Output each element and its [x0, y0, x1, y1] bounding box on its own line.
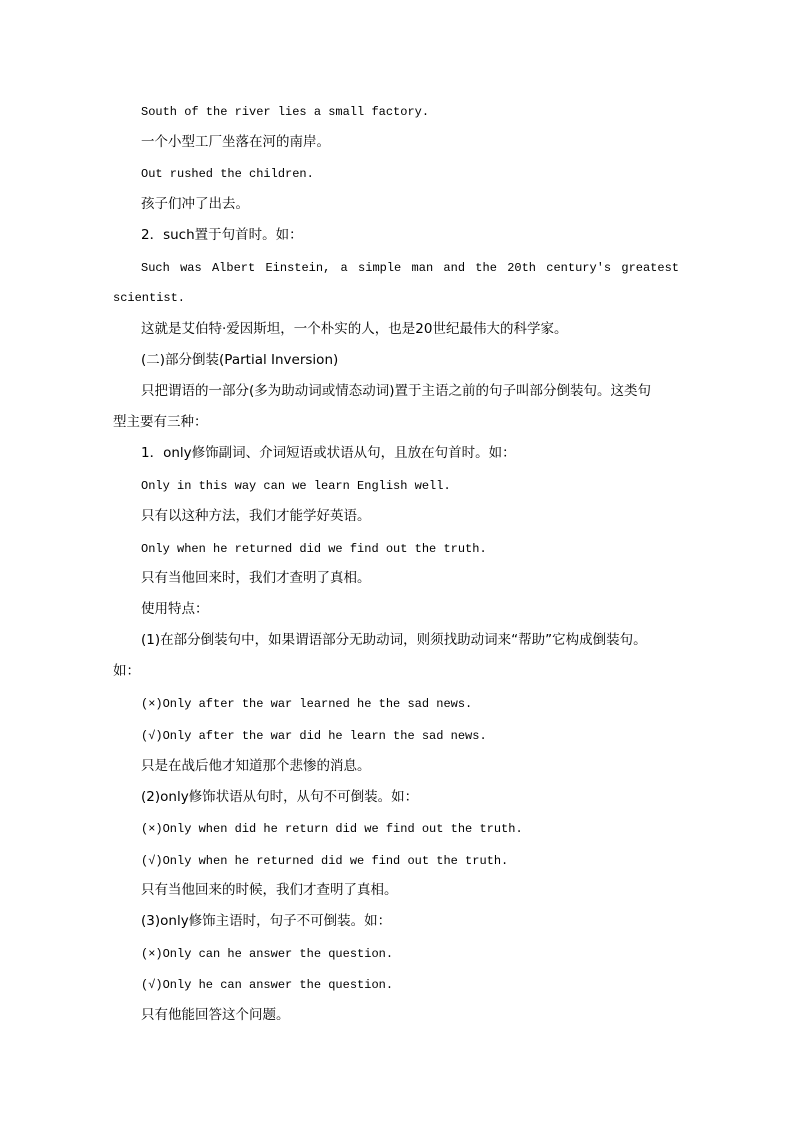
rule-heading: 2．such置于句首时。如：	[141, 227, 303, 243]
example-translation-zh: 只是在战后他才知道那个悲惨的消息。	[141, 758, 371, 774]
wrong-example: (×)Only after the war learned he the sad news.	[141, 697, 473, 711]
rule-heading: 1．only修饰副词、介词短语或状语从句，且放在句首时。如：	[141, 445, 516, 461]
example-sentence-en: Only in this way can we learn English well.	[141, 479, 451, 493]
correct-example: (√)Only after the war did he learn the sad news.	[141, 729, 487, 743]
example-sentence-en-continued: scientist.	[113, 291, 186, 305]
example-translation-zh: 这就是艾伯特·爱因斯坦，一个朴实的人，也是20世纪最伟大的科学家。	[141, 321, 568, 337]
usage-point: (2)only修饰状语从句时，从句不可倒装。如：	[141, 789, 419, 805]
wrong-example: (×)Only when did he return did we find out the truth.	[141, 822, 523, 836]
example-sentence-en: Such was Albert Einstein, a simple man and the 20th century's greatest	[141, 261, 679, 275]
paragraph-text: 只把谓语的一部分(多为助动词或情态动词)置于主语之前的句子叫部分倒装句。这类句	[141, 383, 652, 399]
correct-example: (√)Only when he returned did we find out the truth.	[141, 854, 509, 868]
wrong-example: (×)Only can he answer the question.	[141, 947, 394, 961]
example-translation-zh: 只有以这种方法，我们才能学好英语。	[141, 508, 371, 524]
example-sentence-en: Out rushed the children.	[141, 167, 314, 181]
subheading: 使用特点：	[141, 601, 209, 617]
section-heading: (二)部分倒装(Partial Inversion)	[141, 352, 339, 368]
example-translation-zh: 孩子们冲了出去。	[141, 196, 249, 212]
usage-point-continued: 如：	[113, 663, 140, 679]
paragraph-text-continued: 型主要有三种：	[113, 414, 208, 430]
usage-point: (1)在部分倒装句中，如果谓语部分无助动词，则须找助动词来“帮助”它构成倒装句。	[141, 632, 647, 648]
example-sentence-en: Only when he returned did we find out the truth.	[141, 542, 487, 556]
correct-example: (√)Only he can answer the question.	[141, 978, 394, 992]
example-translation-zh: 只有当他回来时，我们才查明了真相。	[141, 570, 371, 586]
example-translation-zh: 只有他能回答这个问题。	[141, 1007, 290, 1023]
example-translation-zh: 一个小型工厂坐落在河的南岸。	[141, 134, 330, 150]
example-translation-zh: 只有当他回来的时候，我们才查明了真相。	[141, 882, 398, 898]
example-sentence-en: South of the river lies a small factory.	[141, 105, 430, 119]
usage-point: (3)only修饰主语时，句子不可倒装。如：	[141, 913, 392, 929]
